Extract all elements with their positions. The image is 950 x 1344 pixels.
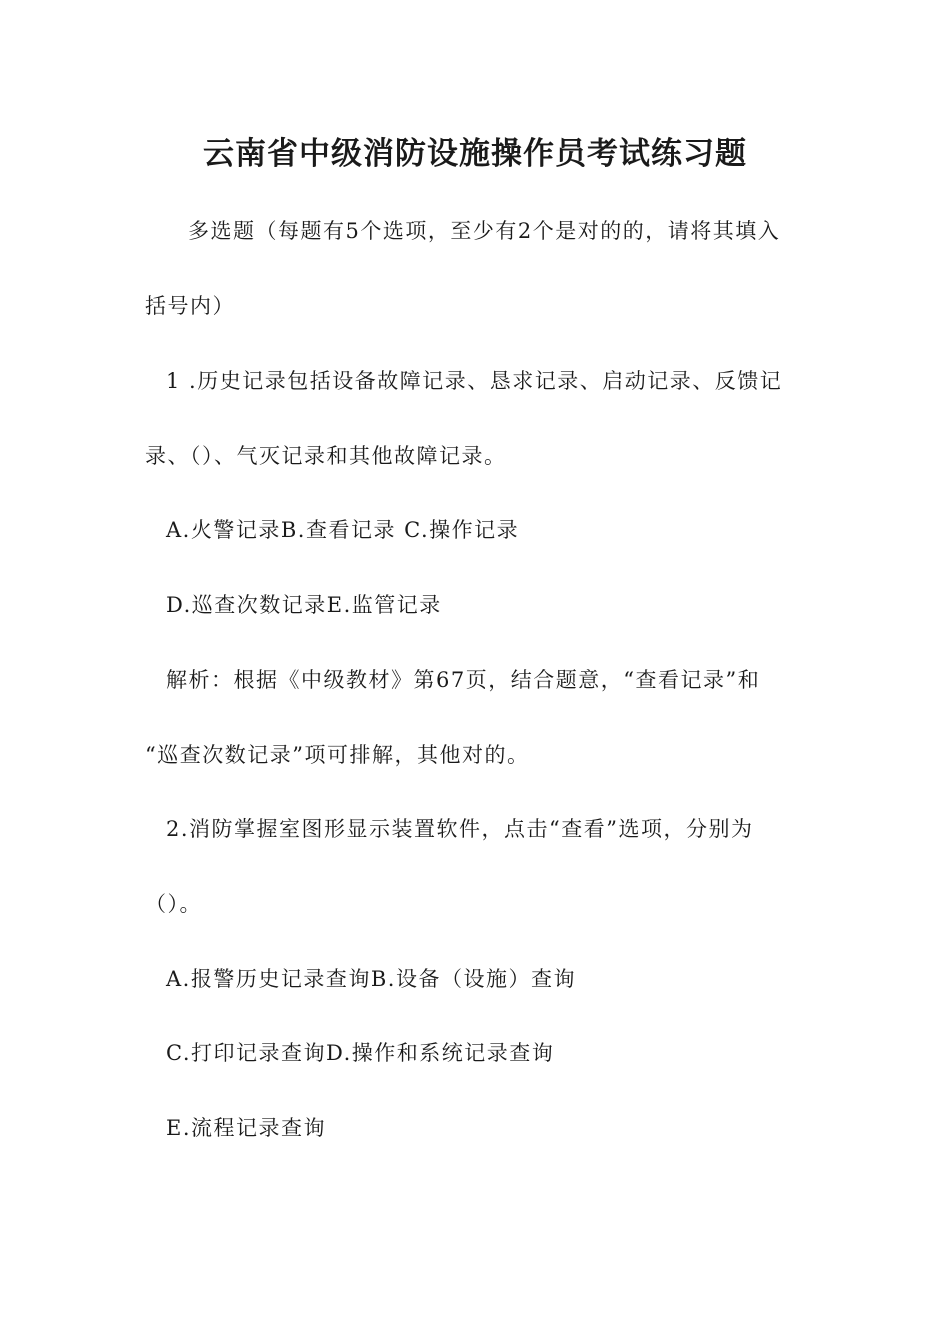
question-1-stem-line-1: 1 .历史记录包括设备故障记录、恳求记录、启动记录、反馈记: [166, 369, 783, 393]
question-2-options-line-3: E.流程记录查询: [166, 1116, 327, 1140]
question-2-options-line-2: C.打印记录查询D.操作和系统记录查询: [166, 1041, 555, 1065]
question-2-stem-line-1: 2.消防掌握室图形显示装置软件，点击“查看”选项，分别为: [166, 817, 754, 841]
intro-line-1: 多选题（每题有5个选项，至少有2个是对的的，请将其填入: [188, 219, 781, 243]
question-1-analysis-line-2: “巡查次数记录”项可排解，其他对的。: [145, 743, 530, 767]
intro-line-2: 括号内）: [145, 294, 235, 318]
question-1-analysis-line-1: 解析：根据《中级教材》第67页，结合题意，“查看记录”和: [166, 668, 761, 692]
question-1-options-line-1: A.火警记录B.查看记录 C.操作记录: [166, 518, 520, 542]
question-2-options-line-1: A.报警历史记录查询B.设备（设施）查询: [166, 967, 576, 991]
question-1-options-line-2: D.巡查次数记录E.监管记录: [166, 593, 442, 617]
page-title: 云南省中级消防设施操作员考试练习题: [203, 136, 747, 172]
question-1-stem-line-2: 录、（）、气灭记录和其他故障记录。: [145, 444, 507, 468]
question-2-stem-line-2: （）。: [145, 892, 202, 916]
